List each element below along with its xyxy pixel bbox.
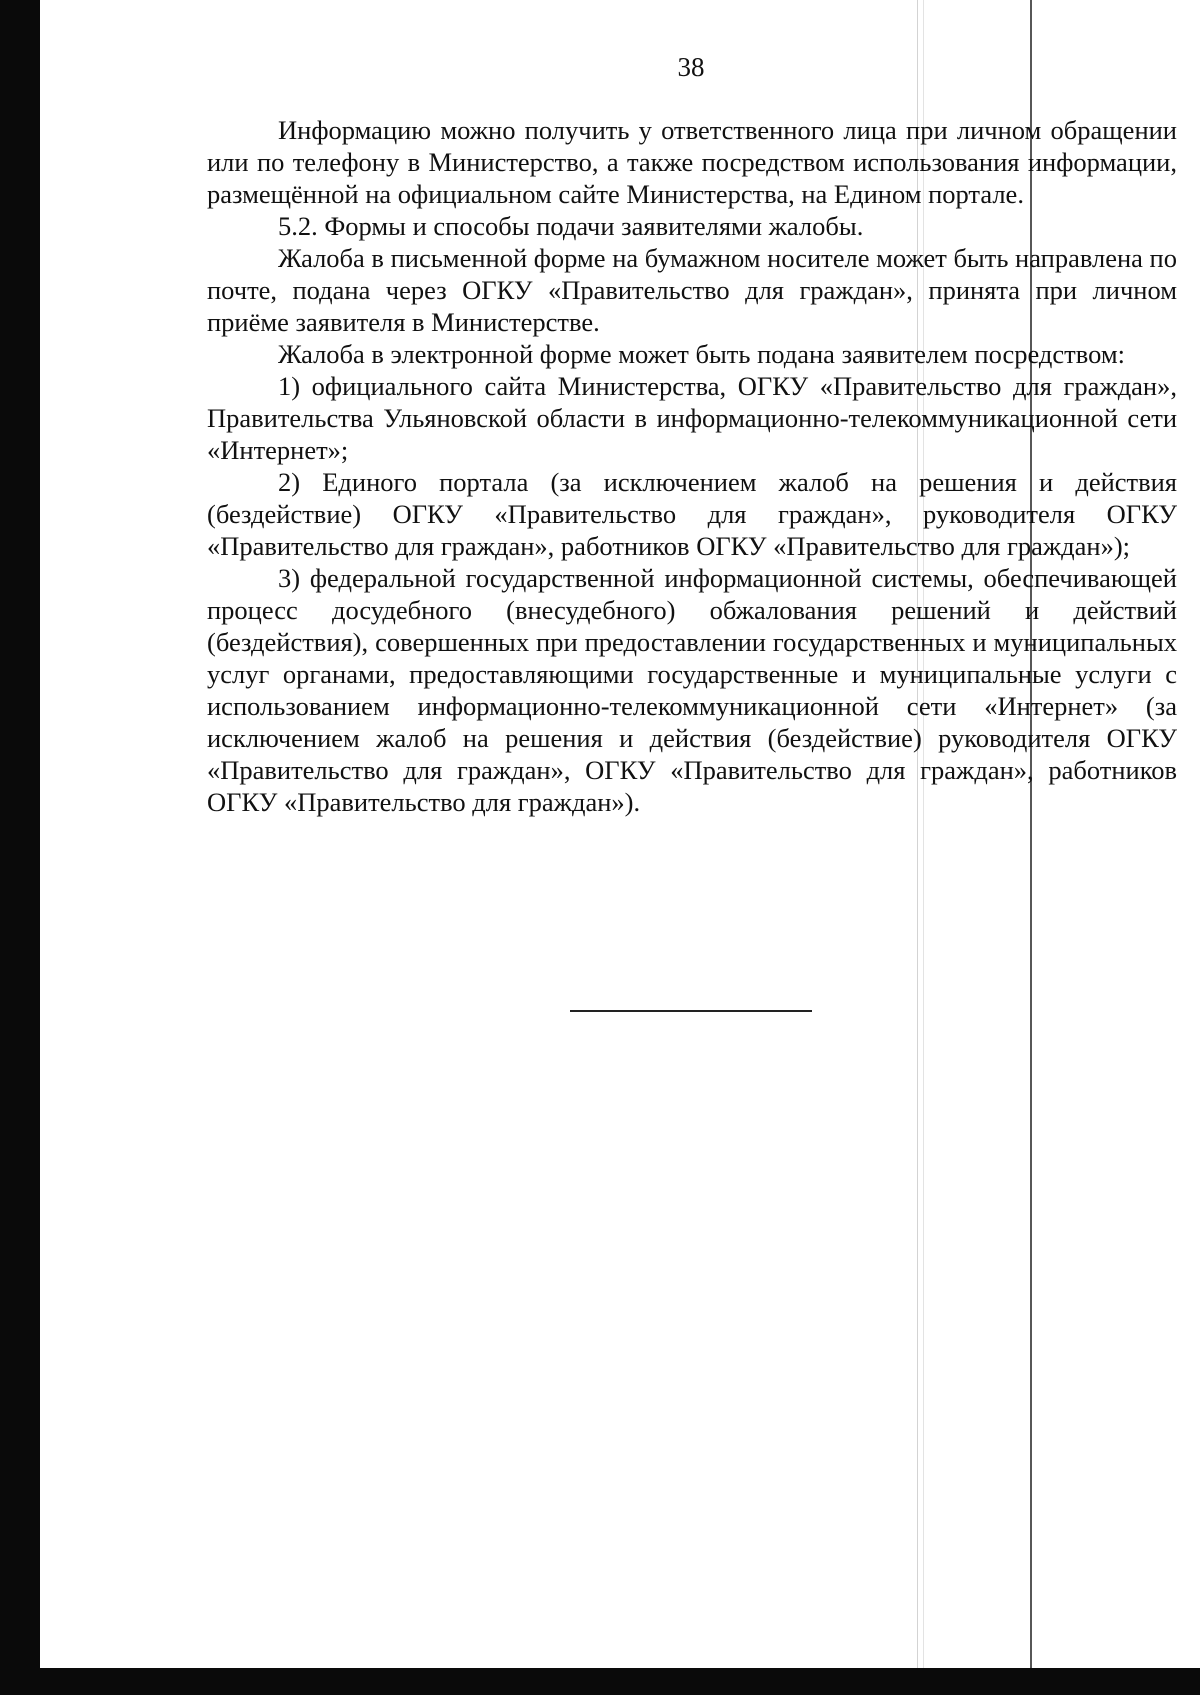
section-heading-5-2: 5.2. Формы и способы подачи заявителями жалобы. bbox=[278, 211, 864, 241]
end-separator-line bbox=[570, 1010, 812, 1012]
paragraph-paper-complaint: Жалоба в письменной форме на бумажном носителе может быть направлена по почте, подана через ОГКУ «Правительство для граждан», принята при личном приёме заявителя в Министерстве. bbox=[207, 243, 1177, 337]
paragraph-info-contact: Информацию можно получить у ответственного лица при личном обращении или по телефону в Министерство, а также посредством использования информации, размещённой на официальном сайте Министерства, на Едином портале. bbox=[207, 115, 1177, 209]
list-item-official-site: 1) официального сайта Министерства, ОГКУ «Правительство для граждан», Правительства Ульяновской области в информационно-телекоммуникационной сети «Интернет»; bbox=[207, 371, 1177, 465]
list-item-federal-system: 3) федеральной государственной информационной системы, обеспечивающей процесс досудебного (внесудебного) обжалования решений и действий (бездействия), совершенных при предоставлении государственных и муниципальных услуг органами, предоставляющими государственные и муниципальные услуги с использованием информационно-телекоммуникационной сети «Интернет» (за исключением жалоб на решения и действия (бездействие) руководителя ОГКУ «Правительство для граждан», ОГКУ «Правительство для граждан», работников ОГКУ «Правительство для граждан»). bbox=[207, 563, 1177, 817]
scan-border-bottom bbox=[0, 1668, 1200, 1695]
page-number: 38 bbox=[677, 52, 705, 82]
document-body bbox=[207, 114, 1177, 818]
list-item-unified-portal: 2) Единого портала (за исключением жалоб на решения и действия (бездействие) ОГКУ «Правительство для граждан», руководителя ОГКУ «Правительство для граждан», работников ОГКУ «Правительство для граждан»); bbox=[207, 467, 1177, 561]
paragraph-electronic-complaint: Жалоба в электронной форме может быть подана заявителем посредством: bbox=[278, 339, 1125, 369]
scan-border-left bbox=[0, 0, 40, 1672]
